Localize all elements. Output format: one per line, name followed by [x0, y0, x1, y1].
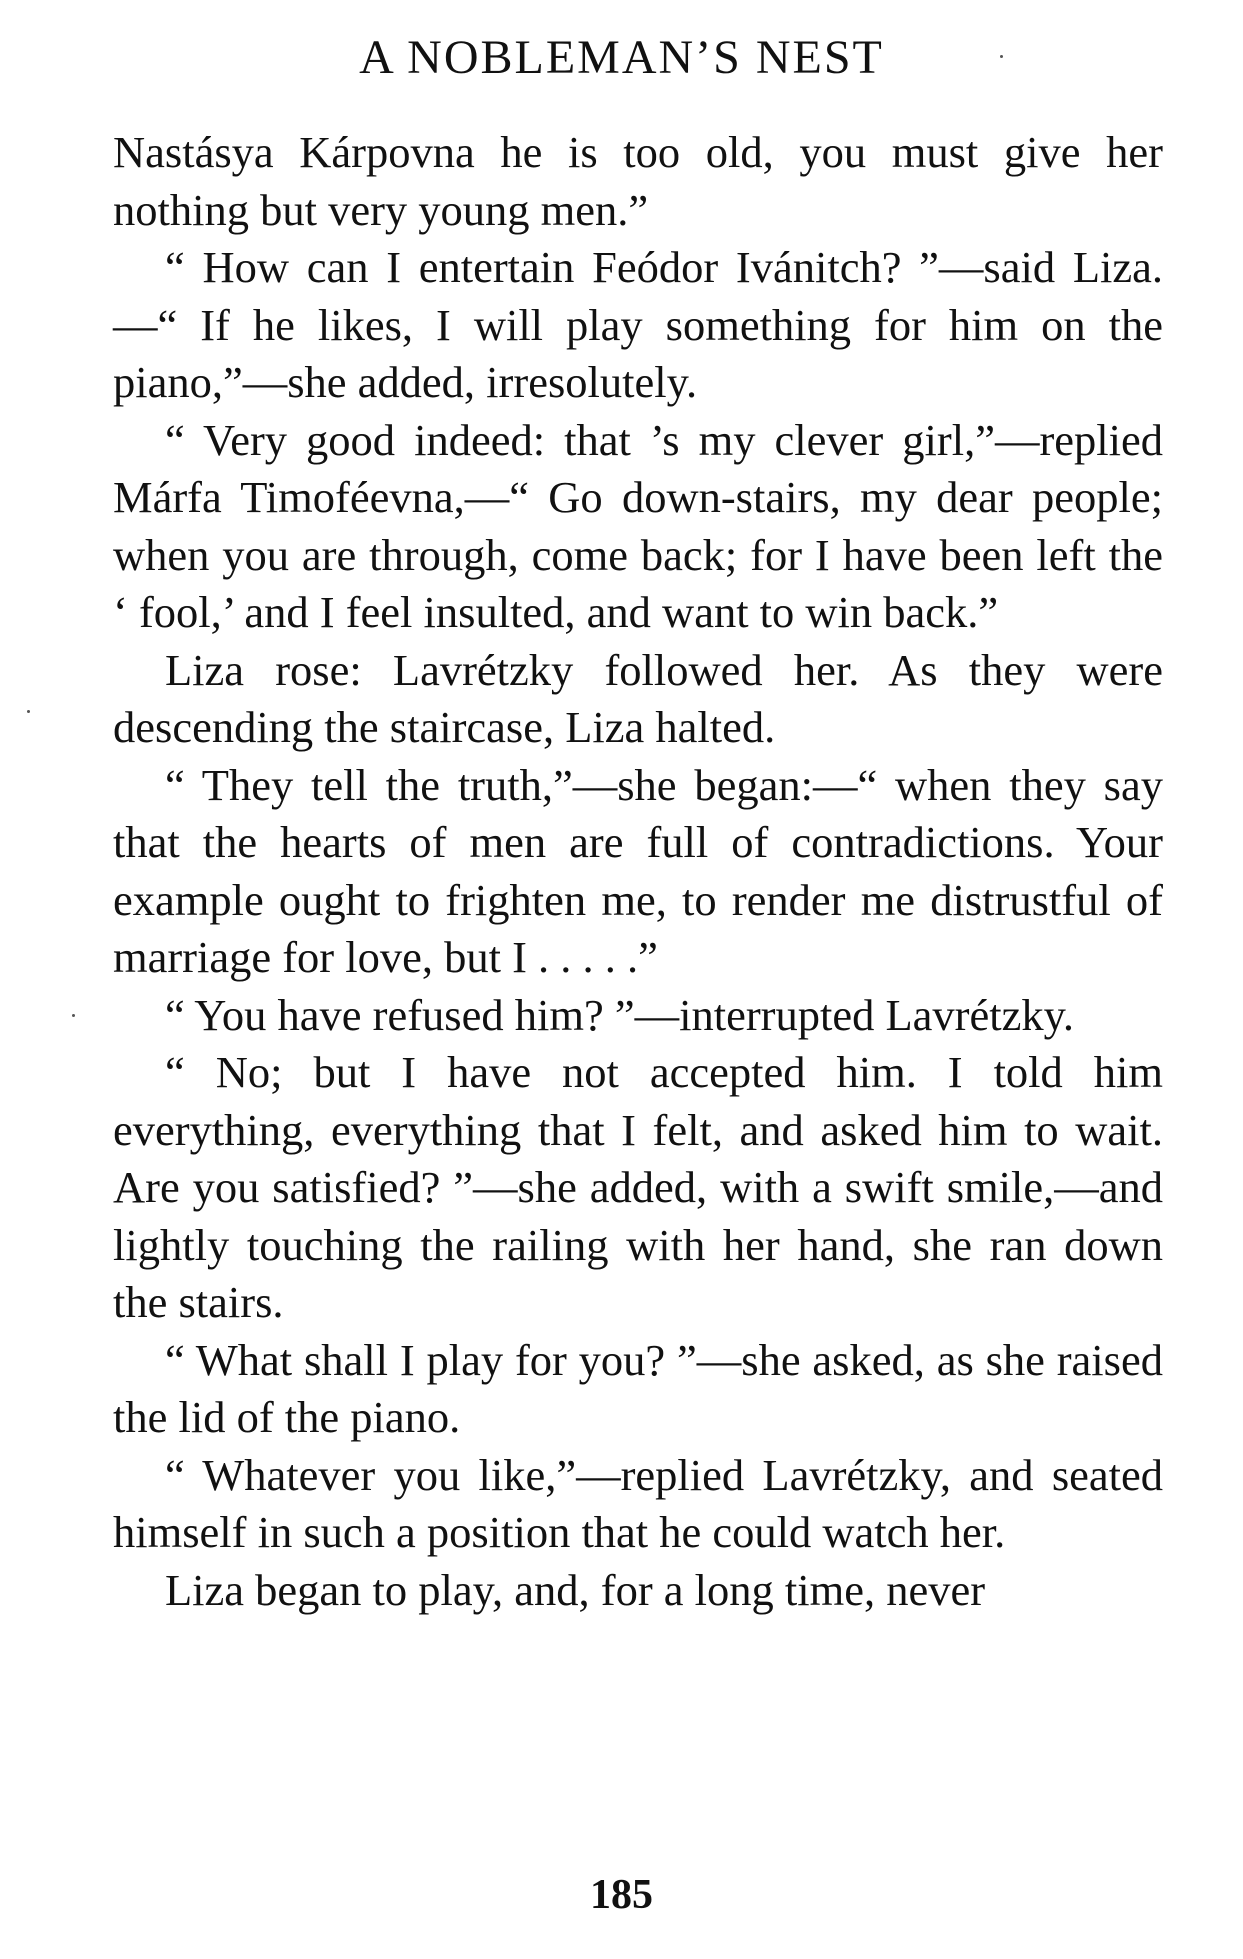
- paragraph: Liza began to play, and, for a long time, never: [165, 1564, 986, 1615]
- paragraph: “ No; but I have not accepted him. I told him everything, everything that I felt, and asked him to wait. Are you satisfied? ”—she added, with a swift smile,—and lightly touching the railing with her hand, she ran down the stairs.: [113, 1047, 1163, 1327]
- paper-speck: [1000, 55, 1003, 58]
- paragraph: “ How can I entertain Feódor Ivánitch? ”—said Liza.—“ If he likes, I will play something for him on the piano,”—she added, irresolutely.: [113, 242, 1163, 407]
- paragraph: “ What shall I play for you? ”—she asked, as she raised the lid of the piano.: [113, 1334, 1163, 1442]
- paper-speck: [27, 710, 30, 713]
- paragraph: Liza rose: Lavrétzky followed her. As they were descending the staircase, Liza halted.: [113, 644, 1163, 752]
- paragraph: Nastásya Kárpovna he is too old, you must give her nothing but very young men.”: [113, 127, 1163, 235]
- paragraph: “ Very good indeed: that ’s my clever girl,”—replied Márfa Timoféevna,—“ Go down-stairs, my dear people; when you are through, come back; for I have been left the ‘ fool,’ and I feel insulted, and want to win back.”: [113, 414, 1163, 637]
- paragraph: “ They tell the truth,”—she began:—“ when they say that the hearts of men are full of contradictions. Your example ought to frighten me, to render me distrustful of marriage for love, but I . . . . .”: [113, 759, 1163, 982]
- paper-speck: [72, 1014, 75, 1017]
- page-number: 185: [590, 1872, 653, 1918]
- running-head: A NOBLEMAN’S NEST: [359, 31, 884, 84]
- paragraph: “ You have refused him? ”—interrupted Lavrétzky.: [165, 989, 1075, 1040]
- body-text: [113, 124, 1163, 1619]
- paragraph: “ Whatever you like,”—replied Lavrétzky, and seated himself in such a position that he could watch her.: [113, 1449, 1163, 1557]
